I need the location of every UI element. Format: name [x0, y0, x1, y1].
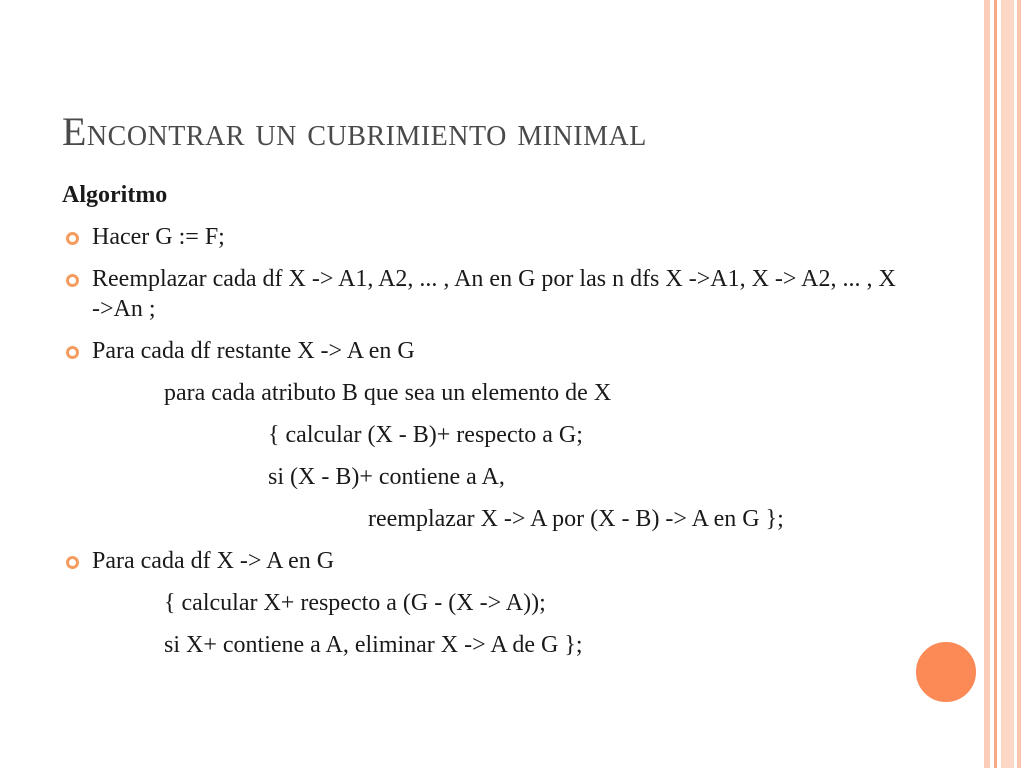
slide-title: Encontrar un cubrimiento minimal: [62, 109, 647, 154]
algorithm-line: si (X - B)+ contiene a A,: [268, 464, 505, 490]
bullet-circle-icon: [66, 274, 79, 287]
bullet-circle-icon: [66, 556, 79, 569]
bullet-item: [62, 222, 902, 252]
algorithm-line: para cada atributo B que sea un elemento de X: [164, 380, 612, 406]
decorative-orange-circle: [914, 640, 978, 704]
bullet-item: [62, 336, 902, 366]
algorithm-line: si X+ contiene a A, eliminar X -> A de G };: [164, 632, 583, 658]
algorithm-line: reemplazar X -> A por (X - B) -> A en G };: [368, 506, 784, 532]
algorithm-line: { calcular X+ respecto a (G - (X -> A));: [164, 590, 546, 616]
algorithm-line: { calcular (X - B)+ respecto a G;: [268, 422, 583, 448]
bullet-text: Para cada df restante X -> A en G: [92, 338, 415, 364]
bullet-circle-icon: [66, 232, 79, 245]
algorithm-heading: Algoritmo: [62, 182, 168, 208]
slide-body: [62, 180, 902, 672]
bullet-circle-icon: [66, 346, 79, 359]
bullet-text: Reemplazar cada df X -> A1, A2, ... , An en G por las n dfs X ->A1, X -> A2, ... , X ->An ;: [92, 266, 896, 322]
bullet-text: Para cada df X -> A en G: [92, 548, 335, 574]
bullet-item: [62, 546, 902, 576]
bullet-text: Hacer G := F;: [92, 224, 225, 250]
bullet-item: [62, 264, 902, 324]
decorative-side-stripes: [976, 0, 1024, 768]
